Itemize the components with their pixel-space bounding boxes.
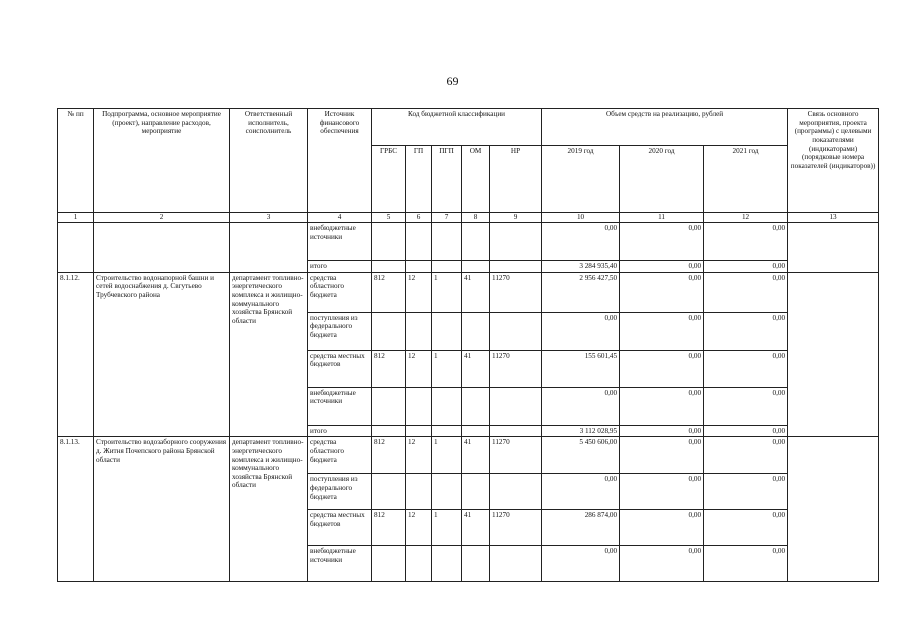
- cell-source: внебюджетные источники: [308, 387, 372, 425]
- cell-gp: [406, 474, 432, 510]
- cell-grbs: [372, 546, 406, 582]
- cell-grbs: [372, 425, 406, 437]
- item-name: Строительство водозаборного сооружения д. Житня Почепского района Брянской области: [94, 437, 230, 582]
- cell-grbs: [372, 312, 406, 350]
- cell-np: [490, 425, 542, 437]
- header-2019: 2019 год: [542, 146, 620, 213]
- cell-np: [490, 387, 542, 425]
- header-2020: 2020 год: [620, 146, 704, 213]
- cell-source: средства областного бюджета: [308, 437, 372, 474]
- cell-source: поступления из федерального бюджета: [308, 312, 372, 350]
- cell-pgp: [432, 387, 462, 425]
- cell-2021: 0,00: [704, 546, 788, 582]
- cell-link: [788, 272, 879, 437]
- cell-om: 41: [462, 510, 490, 546]
- column-number-row: [58, 213, 879, 223]
- column-number: 5: [372, 213, 406, 223]
- cell-np: [490, 546, 542, 582]
- cell-np: [490, 312, 542, 350]
- cell-grbs: 812: [372, 350, 406, 387]
- cell-pgp: 1: [432, 510, 462, 546]
- cell-source: средства областного бюджета: [308, 272, 372, 312]
- cell-2021: 0,00: [704, 350, 788, 387]
- column-number: 7: [432, 213, 462, 223]
- cell-2021: 0,00: [704, 437, 788, 474]
- page-number: 69: [446, 74, 459, 88]
- cell-grbs: 812: [372, 437, 406, 474]
- cell-2021: 0,00: [704, 312, 788, 350]
- column-number: 1: [58, 213, 94, 223]
- cell-gp: 12: [406, 350, 432, 387]
- cell-program: [94, 223, 230, 273]
- cell-2020: 0,00: [620, 437, 704, 474]
- column-number: 13: [788, 213, 879, 223]
- cell-link: [788, 437, 879, 582]
- cell-gp: 12: [406, 510, 432, 546]
- cell-om: [462, 546, 490, 582]
- cell-source: внебюджетные источники: [308, 223, 372, 261]
- cell-grbs: [372, 387, 406, 425]
- cell-gp: [406, 223, 432, 261]
- cell-pgp: [432, 474, 462, 510]
- header-2021: 2021 год: [704, 146, 788, 213]
- column-number: 8: [462, 213, 490, 223]
- cell-source: средства местных бюджетов: [308, 350, 372, 387]
- header-program: Подпрограмма, основное мероприятие (проект), направление расходов, мероприятие: [94, 109, 230, 213]
- column-number: 12: [704, 213, 788, 223]
- cell-np: 11270: [490, 272, 542, 312]
- cell-2019: 0,00: [542, 223, 620, 261]
- cell-2021: 0,00: [704, 272, 788, 312]
- cell-pgp: [432, 546, 462, 582]
- cell-2020: 0,00: [620, 312, 704, 350]
- cell-grbs: [372, 474, 406, 510]
- cell-2020: 0,00: [620, 387, 704, 425]
- header-grbs: ГРБС: [372, 146, 406, 213]
- cell-pgp: 1: [432, 350, 462, 387]
- cell-2019: 155 601,45: [542, 350, 620, 387]
- cell-np: [490, 474, 542, 510]
- cell-2020: 0,00: [620, 474, 704, 510]
- cell-2020: 0,00: [620, 425, 704, 437]
- cell-link: [788, 223, 879, 273]
- cell-2019: 5 450 606,00: [542, 437, 620, 474]
- cell-grbs: 812: [372, 510, 406, 546]
- cell-2019: 0,00: [542, 546, 620, 582]
- cell-2019: 286 874,00: [542, 510, 620, 546]
- column-number: 3: [230, 213, 308, 223]
- cell-pgp: [432, 261, 462, 273]
- cell-gp: [406, 261, 432, 273]
- column-number: 11: [620, 213, 704, 223]
- cell-source: итого: [308, 425, 372, 437]
- cell-gp: [406, 425, 432, 437]
- cell-2020: 0,00: [620, 261, 704, 273]
- cell-om: [462, 312, 490, 350]
- item-responsible: департамент топливно-энергетического комплекса и жилищно-коммунального хозяйства Брянской области: [230, 272, 308, 437]
- cell-pgp: [432, 223, 462, 261]
- item-name: Строительство водонапорной башни и сетей водоснабжения д. Свгутьево Трубчевского района: [94, 272, 230, 437]
- cell-2020: 0,00: [620, 546, 704, 582]
- header-no: № пп: [58, 109, 94, 213]
- cell-2019: 0,00: [542, 312, 620, 350]
- cell-source: итого: [308, 261, 372, 273]
- column-number: 10: [542, 213, 620, 223]
- cell-2021: 0,00: [704, 510, 788, 546]
- cell-np: 11270: [490, 437, 542, 474]
- cell-np: [490, 223, 542, 261]
- cell-om: 41: [462, 272, 490, 312]
- cell-2019: 3 112 028,95: [542, 425, 620, 437]
- cell-np: 11270: [490, 510, 542, 546]
- cell-source: поступления из федерального бюджета: [308, 474, 372, 510]
- cell-2019: 2 956 427,50: [542, 272, 620, 312]
- header-responsible: Ответственный исполнитель, соисполнитель: [230, 109, 308, 213]
- cell-om: [462, 474, 490, 510]
- cell-2021: 0,00: [704, 387, 788, 425]
- header-volume: Объем средств на реализацию, рублей: [542, 109, 788, 146]
- cell-2019: 0,00: [542, 474, 620, 510]
- item-number: 8.1.12.: [58, 272, 94, 437]
- header-link: Связь основного мероприятия, проекта (программы) с целевыми показателями (индикаторами) (порядковые номера показателей (индикаторов)): [788, 109, 879, 213]
- header-pgp: ПГП: [432, 146, 462, 213]
- cell-om: [462, 425, 490, 437]
- cell-om: 41: [462, 437, 490, 474]
- table-row: [58, 223, 879, 261]
- header-np: НР: [490, 146, 542, 213]
- cell-2020: 0,00: [620, 350, 704, 387]
- cell-2021: 0,00: [704, 474, 788, 510]
- cell-om: [462, 387, 490, 425]
- cell-pgp: 1: [432, 437, 462, 474]
- cell-gp: [406, 546, 432, 582]
- cell-pgp: 1: [432, 272, 462, 312]
- cell-pgp: [432, 425, 462, 437]
- item-number: 8.1.13.: [58, 437, 94, 582]
- cell-grbs: [372, 223, 406, 261]
- cell-gp: [406, 387, 432, 425]
- table-row: [58, 437, 879, 474]
- cell-om: [462, 261, 490, 273]
- cell-om: [462, 223, 490, 261]
- header-budget-code: Код бюджетной классификации: [372, 109, 542, 146]
- cell-2019: 0,00: [542, 387, 620, 425]
- cell-gp: 12: [406, 272, 432, 312]
- cell-responsible: [230, 223, 308, 273]
- budget-table: [57, 108, 879, 582]
- cell-2019: 3 284 935,40: [542, 261, 620, 273]
- cell-source: внебюджетные источники: [308, 546, 372, 582]
- column-number: 4: [308, 213, 372, 223]
- cell-om: 41: [462, 350, 490, 387]
- header-source: Источник финансового обеспечения: [308, 109, 372, 213]
- header-om: ОМ: [462, 146, 490, 213]
- table-row: [58, 272, 879, 312]
- header-row-1: [58, 109, 879, 146]
- column-number: 9: [490, 213, 542, 223]
- cell-2021: 0,00: [704, 425, 788, 437]
- cell-2021: 0,00: [704, 223, 788, 261]
- cell-2020: 0,00: [620, 272, 704, 312]
- column-number: 2: [94, 213, 230, 223]
- cell-np: 11270: [490, 350, 542, 387]
- header-gp: ГП: [406, 146, 432, 213]
- cell-pgp: [432, 312, 462, 350]
- cell-grbs: 812: [372, 272, 406, 312]
- item-responsible: департамент топливно-энергетического комплекса и жилищно-коммунального хозяйства Брянской области: [230, 437, 308, 582]
- cell-gp: 12: [406, 437, 432, 474]
- cell-2021: 0,00: [704, 261, 788, 273]
- cell-2020: 0,00: [620, 510, 704, 546]
- cell-no: [58, 223, 94, 273]
- column-number: 6: [406, 213, 432, 223]
- cell-2020: 0,00: [620, 223, 704, 261]
- cell-np: [490, 261, 542, 273]
- cell-source: средства местных бюджетов: [308, 510, 372, 546]
- cell-grbs: [372, 261, 406, 273]
- cell-gp: [406, 312, 432, 350]
